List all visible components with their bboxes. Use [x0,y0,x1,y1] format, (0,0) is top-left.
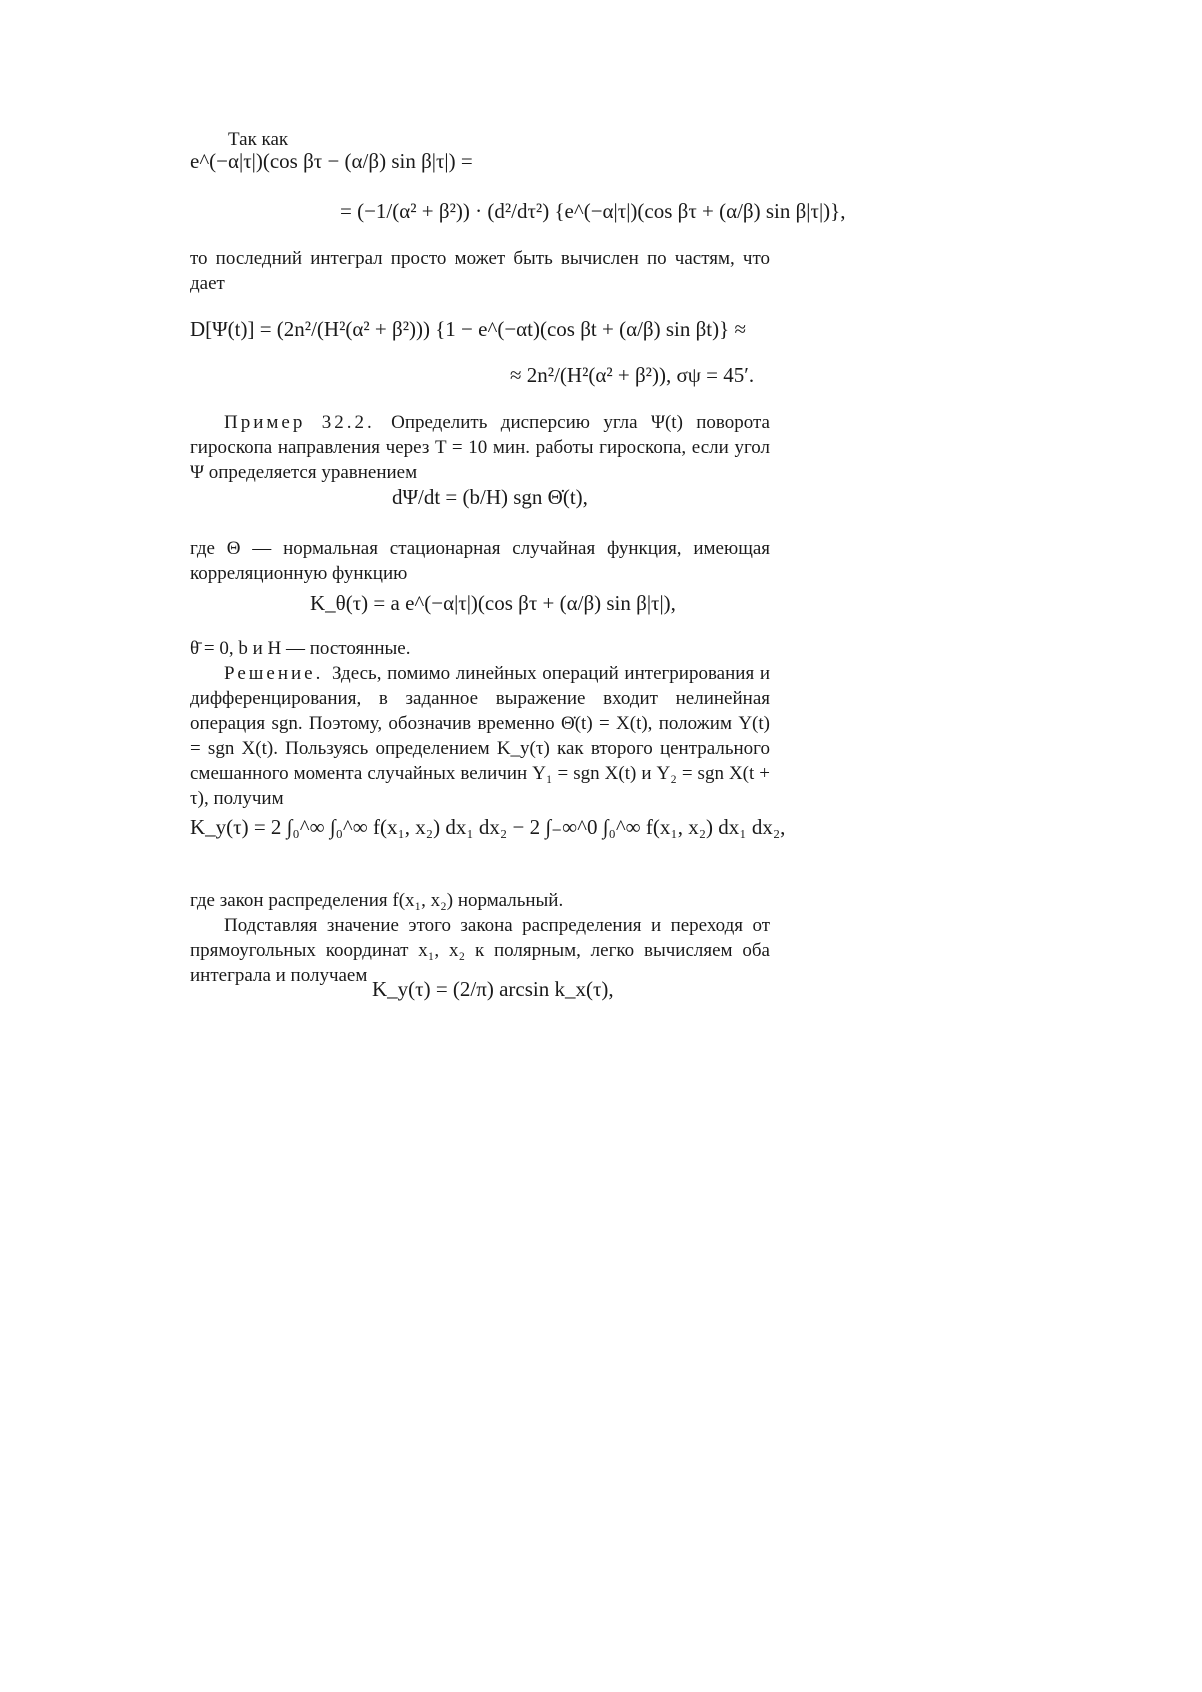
solution-text: Здесь, помимо линейных операций интегрирования и дифференцирования, в заданное выражение входит нелинейная операция sgn. Поэтому, обозначив временно Θ̇(t) = X(t), положим Y(t) = sgn X(t). Пользуясь определением K_y(τ) как второго центрального смешанного момента случайных величин Y₁ = sgn X(t) и Y₂ = sgn X(t + τ), получим [190,663,770,809]
paragraph-distribution: где закон распределения f(x₁, x₂) нормальный. Подставляя значение этого закона распределения и переходя от прямоугольных координат x₁, x₂ к полярным, легко вычисляем оба интеграла и получаем [190,890,770,986]
example-text: Определить дисперсию угла Ψ(t) поворота гироскопа направления через T = 10 мин. работы гироскопа, если угол Ψ определяется уравнением [190,412,770,483]
paragraph-solution [190,636,770,811]
formula-equation: dΨ/dt = (b/H) sgn Θ̇(t), [392,485,588,509]
example-statement [190,410,770,485]
paragraph-integration: то последний интеграл просто может быть вычислен по частям, что дает [190,248,770,294]
paragraph-theta: где Θ — нормальная стационарная случайная функция, имеющая корреляционную функцию [190,538,770,584]
formula-ky-result: K_y(τ) = (2/π) arcsin k_x(τ), [372,977,614,1001]
formula-dispersion-line-2: ≈ 2n²/(H²(α² + β²)), σψ = 45′. [510,363,755,387]
example-label: Пример 32.2. [224,412,392,433]
formula-identity-line-1: e^(−α|τ|)(cos βτ − (α/β) sin β|τ|) = [190,149,473,173]
formula-dispersion-line-1: D[Ψ(t)] = (2n²/(H²(α² + β²))) {1 − e^(−αt)(cos βt + (α/β) sin βt)} ≈ [190,317,746,341]
constants-line: θ̄ = 0, b и H — постоянные. [190,638,411,659]
formula-ky-integral: K_y(τ) = 2 ∫₀^∞ ∫₀^∞ f(x₁, x₂) dx₁ dx₂ − 2 ∫₋∞^0 ∫₀^∞ f(x₁, x₂) dx₁ dx₂, [190,815,786,839]
formula-identity-line-2: = (−1/(α² + β²)) · (d²/dτ²) {e^(−α|τ|)(cos βτ + (α/β) sin β|τ|)}, [340,199,846,223]
formula-correlation: K_θ(τ) = a e^(−α|τ|)(cos βτ + (α/β) sin β|τ|), [310,591,676,615]
solution-label: Решение. [224,663,332,684]
intro-text: Так как [228,129,289,150]
